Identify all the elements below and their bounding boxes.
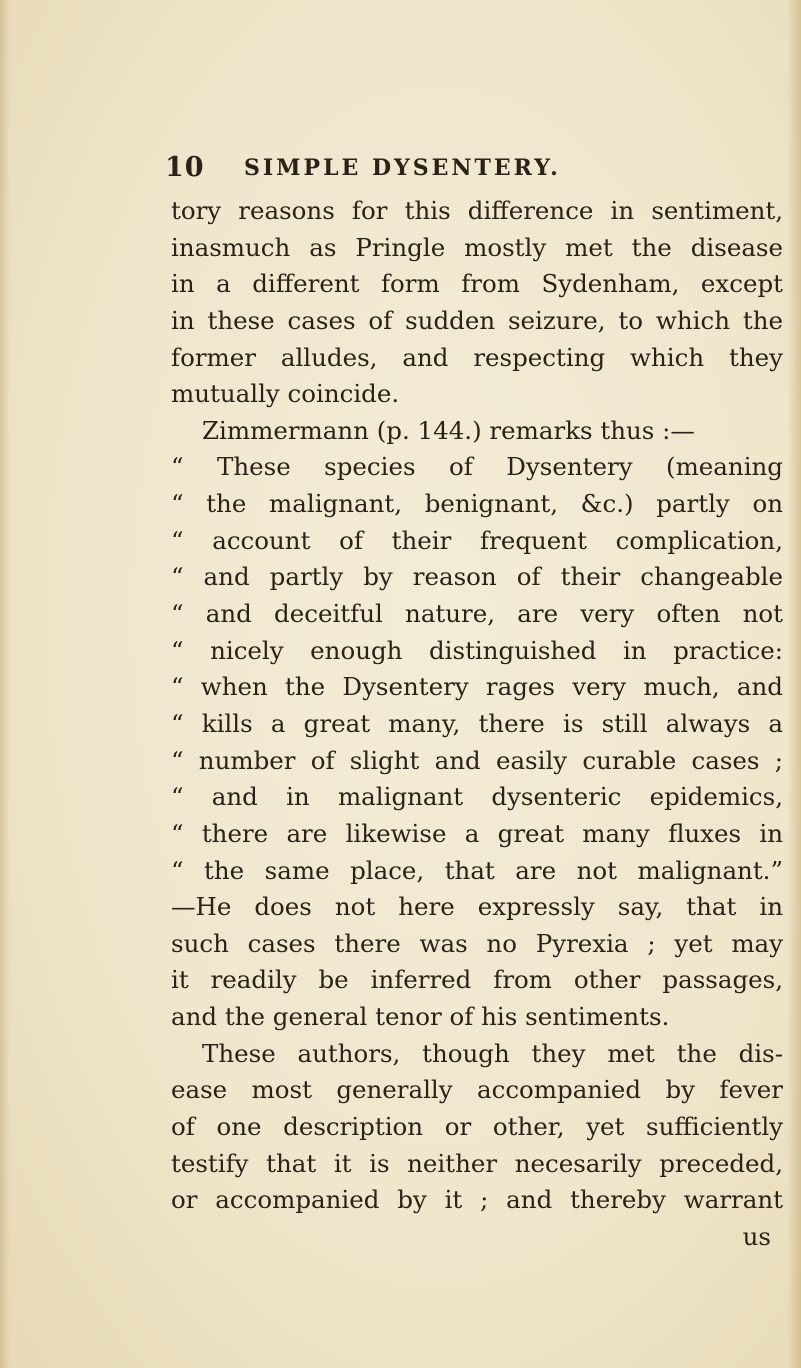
text-line: Zimmermann (p. 144.) remarks thus :— bbox=[202, 415, 695, 445]
text-line: “ account of their frequent complication, bbox=[171, 525, 783, 555]
page-number: 10 bbox=[165, 152, 205, 183]
page-right-edge bbox=[787, 0, 801, 1368]
text-line: in a different form from Sydenham, except bbox=[171, 269, 783, 299]
page-left-edge bbox=[0, 0, 10, 1368]
text-line: “ when the Dysentery rages very much, and bbox=[171, 672, 783, 702]
text-line: or accompanied by it ; and thereby warrant bbox=[171, 1185, 783, 1215]
text-line: “ number of slight and easily curable cases ; bbox=[171, 745, 783, 775]
text-line: testify that it is neither necesarily preceded, bbox=[171, 1148, 783, 1178]
text-line: “ and partly by reason of their changeable bbox=[171, 562, 783, 592]
text-line: and the general tenor of his sentiments. bbox=[171, 1002, 670, 1032]
text-line: of one description or other, yet sufficiently bbox=[171, 1112, 783, 1142]
catchword: us bbox=[742, 1221, 771, 1251]
text-line: it readily be inferred from other passages, bbox=[171, 965, 783, 995]
text-line: inasmuch as Pringle mostly met the disease bbox=[171, 232, 783, 262]
page-header bbox=[165, 152, 765, 192]
text-line: “ the malignant, benignant, &c.) partly on bbox=[171, 489, 783, 519]
text-line: mutually coincide. bbox=[171, 379, 400, 409]
text-line: such cases there was no Pyrexia ; yet may bbox=[171, 928, 783, 958]
text-line: former alludes, and respecting which they bbox=[171, 342, 783, 372]
text-line: “ there are likewise a great many fluxes in bbox=[171, 818, 783, 848]
text-line: —He does not here expressly say, that in bbox=[171, 892, 783, 922]
text-line: These authors, though they met the dis- bbox=[202, 1038, 783, 1068]
body-text bbox=[171, 193, 783, 1256]
running-head: SIMPLE DYSENTERY. bbox=[244, 155, 561, 181]
text-line: “ the same place, that are not malignant.” bbox=[171, 855, 783, 885]
text-line: “ These species of Dysentery (meaning bbox=[171, 452, 783, 482]
text-line: “ and in malignant dysenteric epidemics, bbox=[171, 782, 783, 812]
text-line: ease most generally accompanied by fever bbox=[171, 1075, 783, 1105]
text-line: tory reasons for this difference in sentiment, bbox=[171, 196, 783, 225]
text-line: “ and deceitful nature, are very often not bbox=[171, 599, 783, 629]
text-line: “ nicely enough distinguished in practice: bbox=[171, 635, 783, 665]
text-line: in these cases of sudden seizure, to which the bbox=[171, 305, 783, 335]
text-line: “ kills a great many, there is still always a bbox=[171, 708, 783, 738]
